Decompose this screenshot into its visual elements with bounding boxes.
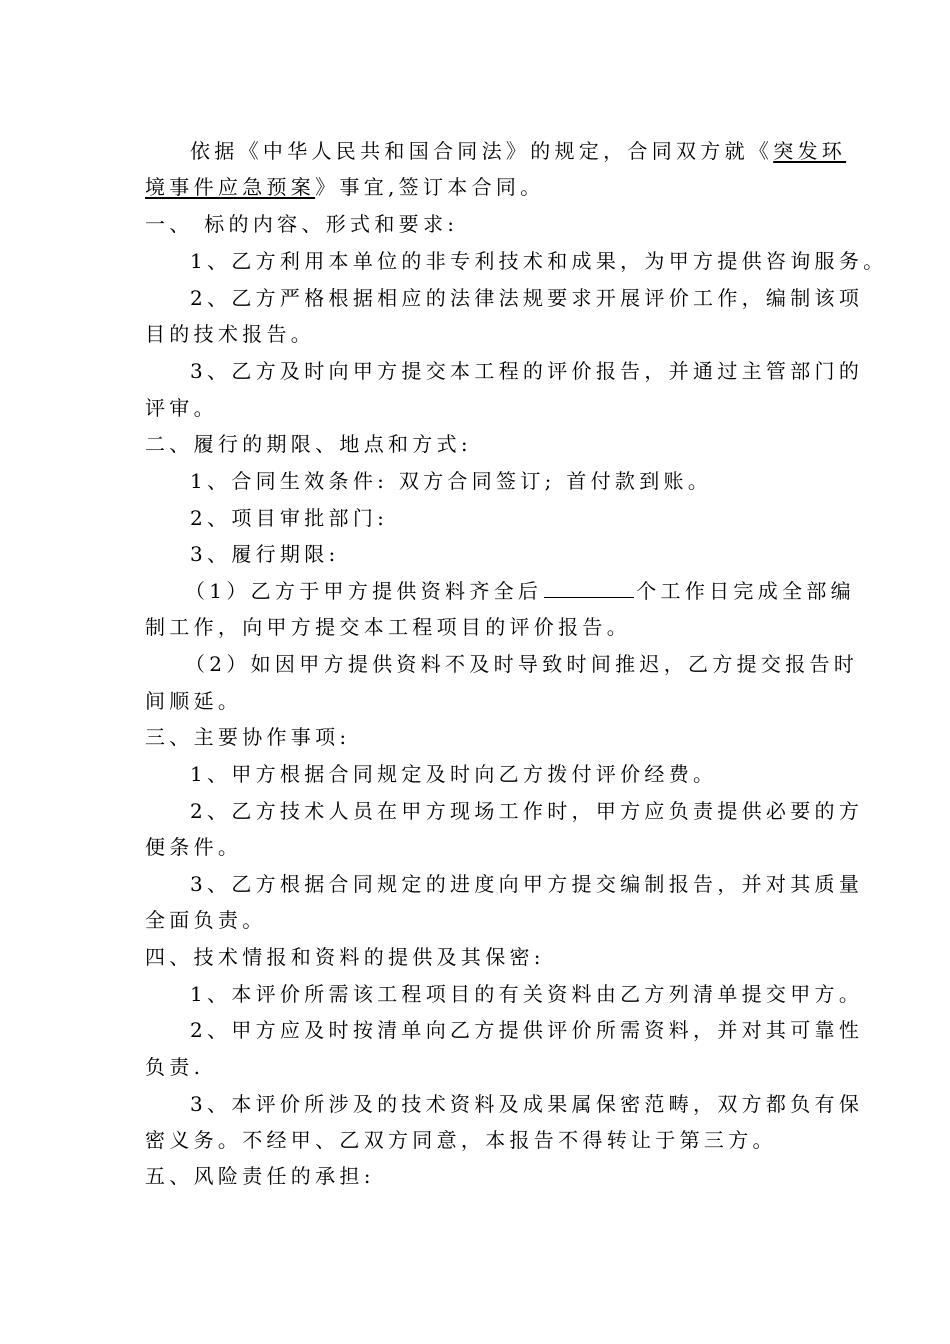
intro-underlined-title-start: 突发环: [773, 139, 847, 163]
section-2-heading: 二、履行的期限、地点和方式:: [145, 432, 472, 456]
section-3-item-3-cont: 全面负责。: [145, 908, 267, 932]
section-4-item-1: 1、本评价所需该工程项目的有关资料由乙方列清单提交甲方。: [190, 982, 864, 1006]
section-2-sub-1: [185, 578, 855, 604]
section-2-sub-2-cont: 间顺延。: [145, 689, 243, 713]
section-3-heading: 三、主要协作事项:: [145, 725, 351, 749]
section-5-heading: 五、风险责任的承担:: [145, 1164, 375, 1188]
section-2-sub-2: （2）如因甲方提供资料不及时导致时间推迟，乙方提交报告时: [185, 652, 859, 676]
intro-line-2: [145, 174, 544, 200]
section-3-item-3: 3、乙方根据合同规定的进度向甲方提交编制报告，并对其质量: [190, 872, 864, 896]
section-4-item-3-cont: 密义务。不经甲、乙双方同意，本报告不得转让于第三方。: [145, 1128, 777, 1152]
section-4-heading: 四、技术情报和资料的提供及其保密:: [145, 945, 545, 969]
section-4-item-3: 3、本评价所涉及的技术资料及成果属保密范畴，双方都负有保: [190, 1092, 864, 1116]
section-3-item-2: 2、乙方技术人员在甲方现场工作时，甲方应负责提供必要的方: [190, 799, 864, 823]
fill-in-blank-days[interactable]: [544, 579, 634, 598]
intro-line-1: [190, 138, 846, 164]
intro-underlined-title-end: 境事件应急预案: [145, 175, 316, 199]
sub-1-text-cont: 个工作日完成全部编: [636, 579, 855, 603]
section-1-heading: 一、 标的内容、形式和要求:: [145, 212, 459, 236]
section-4-item-2-cont: 负责.: [145, 1055, 205, 1079]
intro-text-end: 》事宜,签订本合同。: [315, 175, 545, 199]
section-2-item-3: 3、履行期限:: [190, 542, 340, 566]
section-2-item-1: 1、合同生效条件: 双方合同签订; 首付款到账。: [190, 469, 713, 493]
section-1-item-3: 3、乙方及时向甲方提交本工程的评价报告，并通过主管部门的: [190, 359, 864, 383]
section-1-item-3-cont: 评审。: [145, 396, 218, 420]
section-2-item-2: 2、项目审批部门:: [190, 506, 389, 530]
section-1-item-2: 2、乙方严格根据相应的法律法规要求开展评价工作，编制该项: [190, 286, 864, 310]
section-3-item-2-cont: 便条件。: [145, 835, 243, 859]
section-3-item-1: 1、甲方根据合同规定及时向乙方拨付评价经费。: [190, 762, 718, 786]
section-4-item-2: 2、甲方应及时按清单向乙方提供评价所需资料，并对其可靠性: [190, 1018, 864, 1042]
section-1-item-1: 1、乙方利用本单位的非专利技术和成果，为甲方提供咨询服务。: [190, 249, 888, 273]
section-2-sub-1-cont: 制工作，向甲方提交本工程项目的评价报告。: [145, 615, 631, 639]
sub-1-text: （1）乙方于甲方提供资料齐全后: [185, 579, 543, 603]
section-1-item-2-cont: 目的技术报告。: [145, 322, 316, 346]
intro-text: 依据《中华人民共和国合同法》的规定，合同双方就《: [190, 139, 774, 163]
